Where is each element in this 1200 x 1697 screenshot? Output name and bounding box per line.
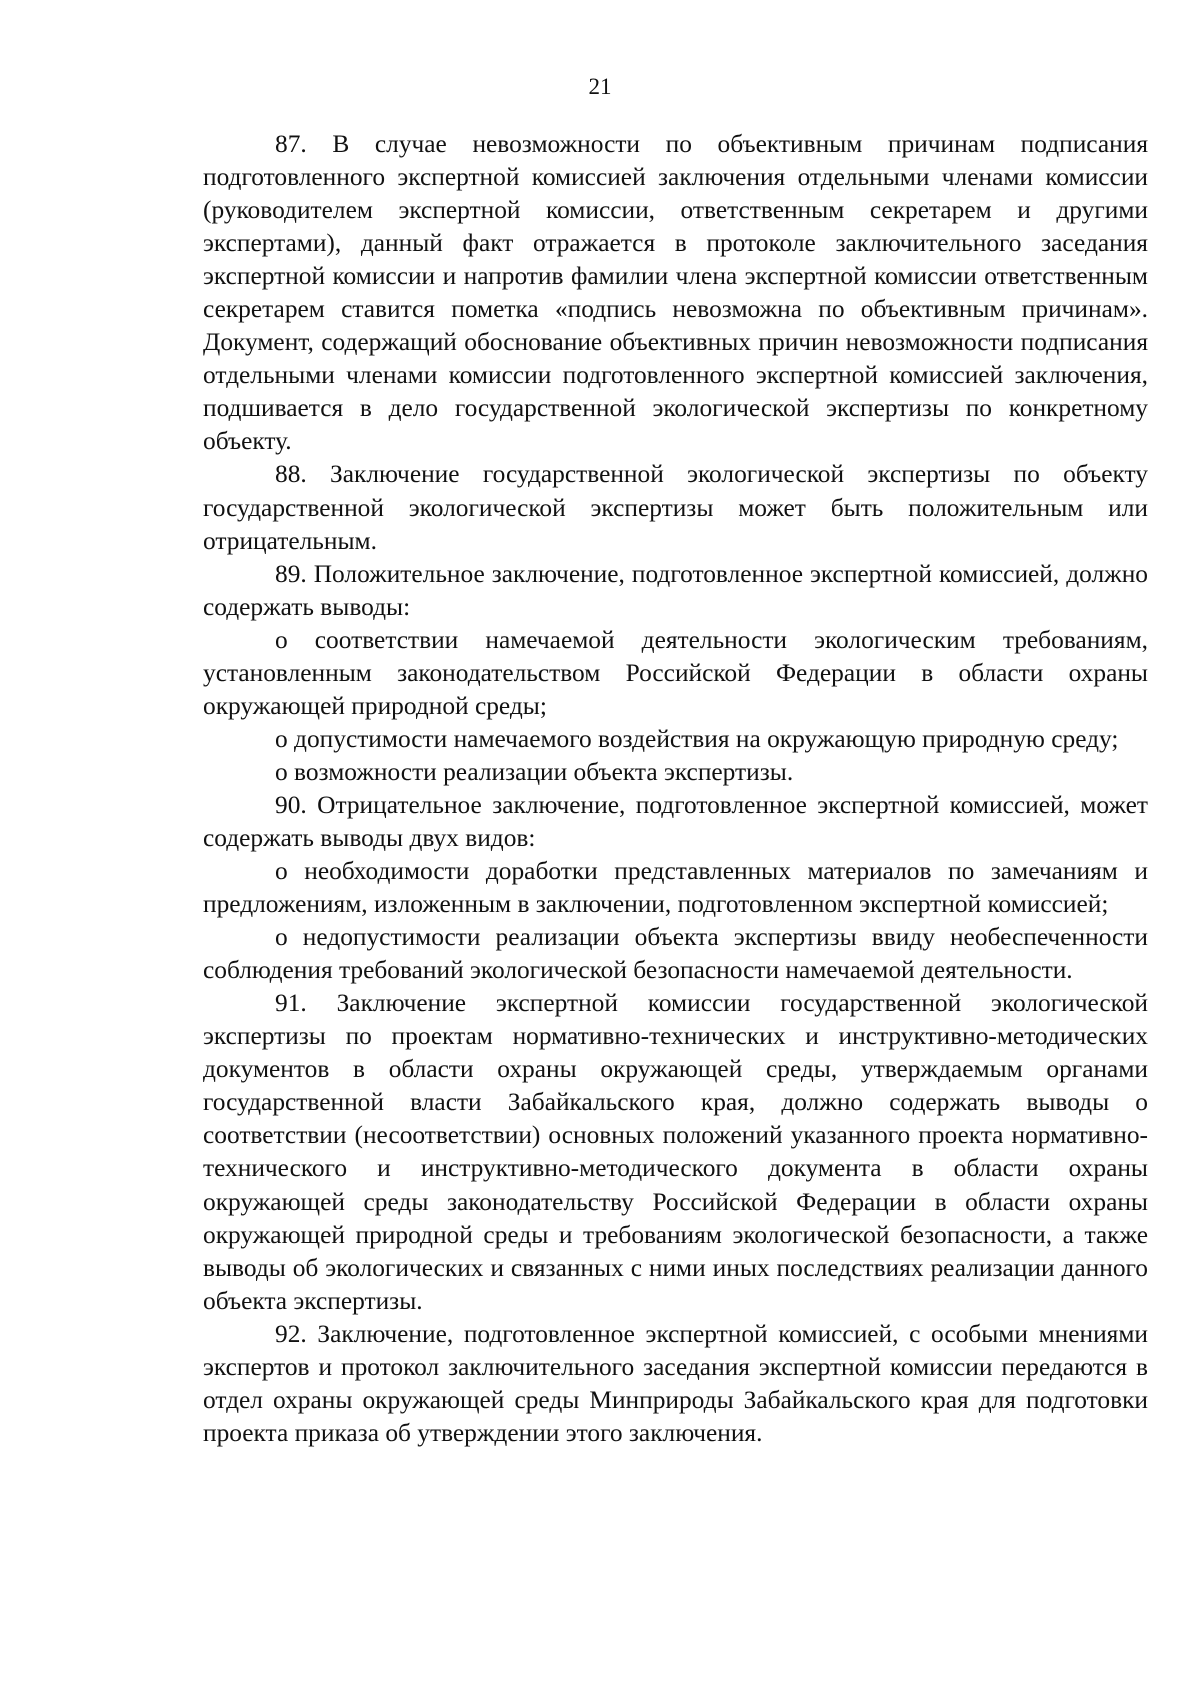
paragraph-90-conclusion-inadmissibility: о недопустимости реализации объекта экспертизы ввиду необеспеченности соблюдения требований экологической безопасности намечаемой деятельности. (203, 923, 1148, 985)
paragraph-87: 87. В случае невозможности по объективным причинам подписания подготовленного экспертной комиссией заключения отдельными членами комиссии (руководителем экспертной комиссии, ответственным секретарем и другими экспертами), данный факт отражается в протоколе заключительного заседания экспертной комиссии и напротив фамилии члена экспертной комиссии ответственным секретарем ставится пометка «подпись невозможна по объективным причинам». Документ, содержащий обоснование объективных причин невозможности подписания отдельными членами комиссии подготовленного экспертной комиссией заключения, подшивается в дело государственной экологической экспертизы по конкретному объекту. (203, 130, 1148, 456)
paragraph-88: 88. Заключение государственной экологической экспертизы по объекту государственной экологической экспертизы может быть положительным или отрицательным. (203, 460, 1148, 555)
paragraph-91: 91. Заключение экспертной комиссии государственной экологической экспертизы по проектам нормативно-технических и инструктивно-методических документов в области охраны окружающей среды, утверждаемым органами государственной власти Забайкальского края, должно содержать выводы о соответствии (несоответствии) основных положений указанного проекта нормативно-технического и инструктивно-методического документа в области охраны окружающей среды законодательству Российской Федерации в области охраны окружающей природной среды и требованиям экологической безопасности, а также выводы об экологических и связанных с ними иных последствиях реализации данного объекта экспертизы. (203, 989, 1148, 1315)
page-number: 21 (588, 74, 612, 99)
document-body (203, 128, 1148, 1450)
paragraph-89: 89. Положительное заключение, подготовленное экспертной комиссией, должно содержать выводы: (203, 559, 1148, 621)
paragraph-90-conclusion-revision: о необходимости доработки представленных материалов по замечаниям и предложениям, изложенным в заключении, подготовленном экспертной комиссией; (203, 857, 1148, 919)
paragraph-89-conclusion-compliance: о соответствии намечаемой деятельности экологическим требованиям, установленным законодательством Российской Федерации в области охраны окружающей природной среды; (203, 625, 1148, 720)
paragraph-89-conclusion-feasibility: о возможности реализации объекта экспертизы. (275, 757, 794, 786)
paragraph-92: 92. Заключение, подготовленное экспертной комиссией, с особыми мнениями экспертов и протокол заключительного заседания экспертной комиссии передаются в отдел охраны окружающей среды Минприроды Забайкальского края для подготовки проекта приказа об утверждении этого заключения. (203, 1319, 1148, 1447)
paragraph-89-conclusion-admissibility: о допустимости намечаемого воздействия на окружающую природную среду; (275, 724, 1119, 753)
paragraph-90: 90. Отрицательное заключение, подготовленное экспертной комиссией, может содержать выводы двух видов: (203, 790, 1148, 852)
